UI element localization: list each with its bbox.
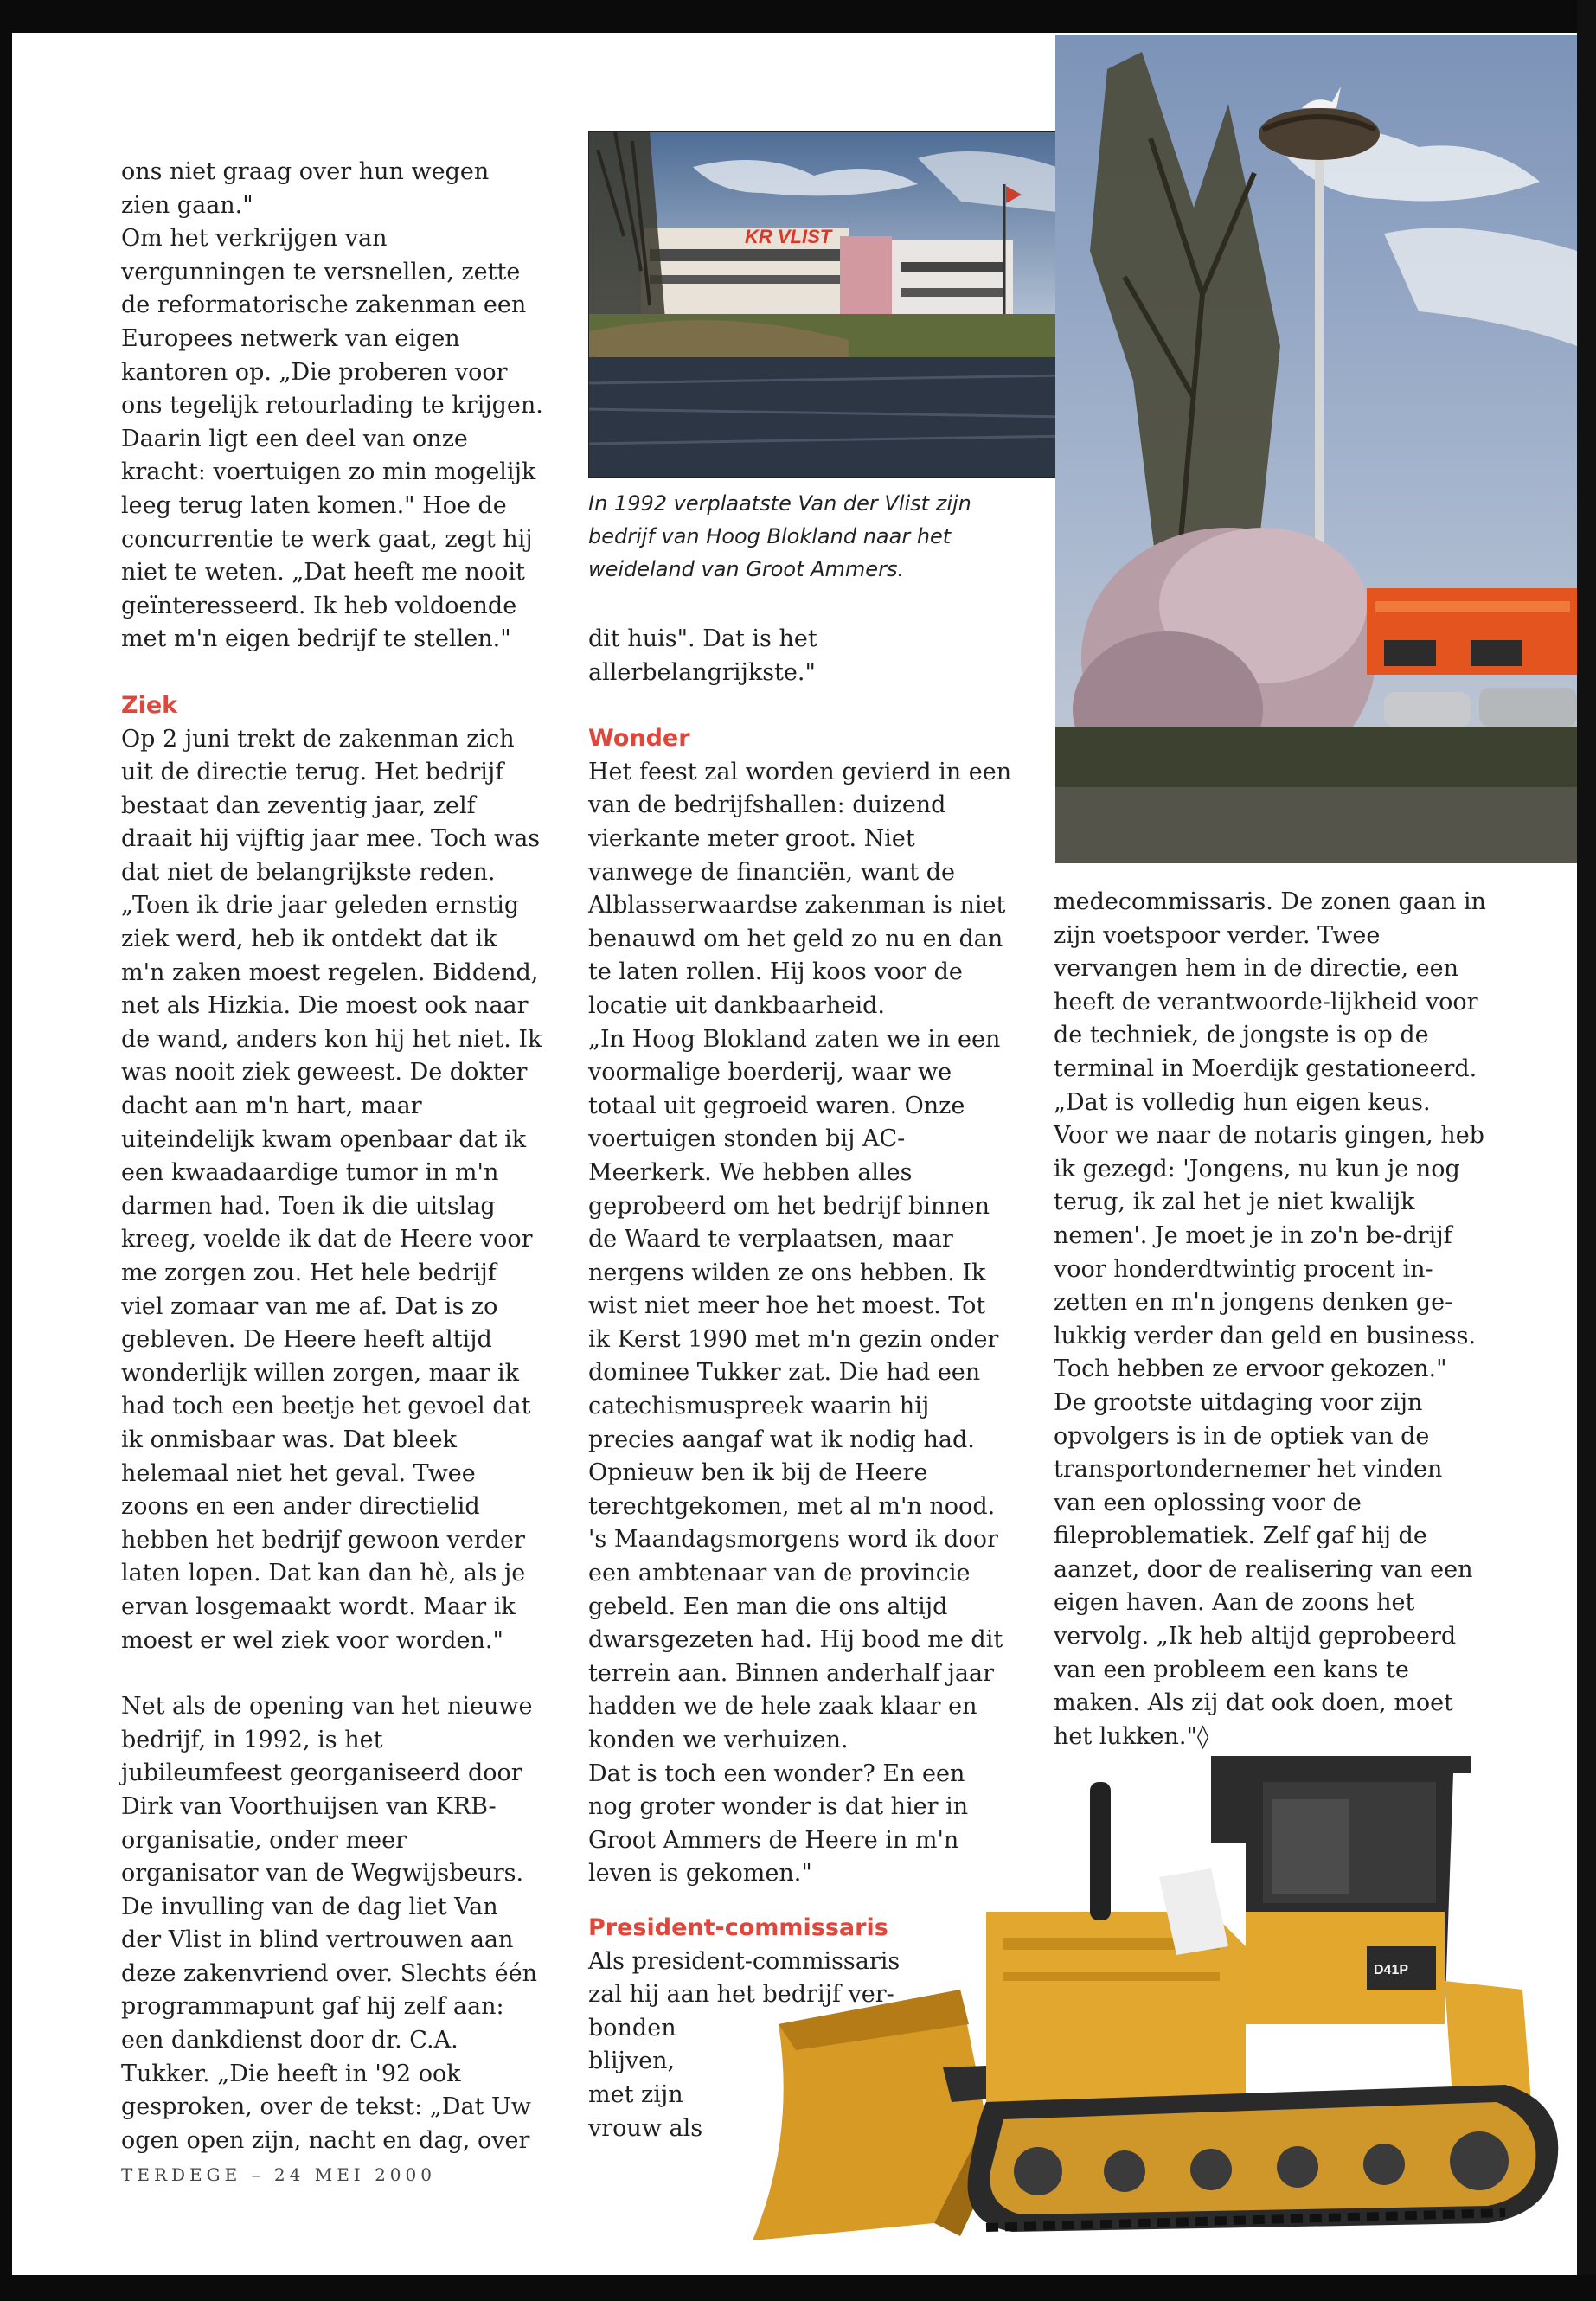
page-footer: TERDEGE – 24 MEI 2000 [121,2164,436,2185]
text-line: zal hij aan het bedrijf ver- [588,1981,894,2009]
paragraph: Het feest zal worden gevierd in een van de bedrijfshallen: duizend vierkante meter groot. Niet vanwege de financiën, want de Alblasserwaardse zakenman is niet benauwd om het geld zo nu en dan te laten rollen. Hij koos voor de locatie uit dankbaarheid. [588,758,1012,1019]
page-border-left [0,0,12,2301]
text-line: Als president-commissaris [588,1947,901,1975]
paragraph: „In Hoog Blokland zaten we in een voormalige boerderij, waar we totaal uit gegroeid waren. Onze voertuigen stonden bij AC-Meerkerk. We hebben alles geprobeerd om het bedrijf binnen de Waard te verplaatsen, maar nergens wilden ze ons hebben. Ik wist niet meer hoe het moest. Tot ik Kerst 1990 met m'n gezin onder dominee Tukker zat. Die had een catechismuspreek waarin hij precies aangaf wat ik nodig had. Opnieuw ben ik bij de Heere terechtgekomen, met al m'n nood. 's Maandagsmorgens word ik door een ambtenaar van de provincie gebeld. Een man die ons altijd dwarsgezeten had. Hij bood me dit terrein aan. Binnen anderhalf jaar hadden we de hele zaak klaar en konden we verhuizen. [588,1025,1003,1753]
paragraph: Dat is toch een wonder? En een nog groter wonder is dat hier in Groot Ammers de Heere in m'n leven is gekomen." [588,1759,969,1888]
section-heading-president: President-commissaris [588,1914,888,1941]
page-border-bottom [0,2275,1596,2301]
paragraph: De grootste uitdaging voor zijn opvolgers is in de optiek van de transportondernemer het vinden van een oplossing voor de fileproblematiek. Zelf gaf hij de aanzet, door de realisering van een eigen haven. Aan de zoons het vervolg. „Ik heb altijd geprobeerd van een probleem een kans te maken. Als zij dat ook doen, moet het lukken."◊ [1054,1388,1473,1750]
page-border-top [0,0,1596,33]
building-sign: KR VLIST [745,226,832,247]
building-photo [588,131,1125,478]
text-line: bonden [588,2014,676,2041]
paragraph: ons niet graag over hun wegen zien gaan." [121,158,490,219]
article-column-2 [588,623,1012,1891]
article-column-1 [121,156,545,2157]
stork-nest-photo [1055,35,1577,863]
bulldozer-photo [727,1739,1583,2266]
section-heading-ziek: Ziek [121,691,178,719]
photo-caption: In 1992 verplaatste Van der Vlist zijn bedrijf van Hoog Blokland naar het weideland van Groot Ammers. [588,491,971,581]
text-line: met zijn [588,2080,683,2108]
article-column-3 [1054,886,1486,1753]
paragraph: Om het verkrijgen van vergunningen te versnellen, zette de reformatorische zakenman een Europees netwerk van eigen kantoren op. „Die proberen voor ons tegelijk retourlading te krijgen. Daarin ligt een deel van onze kracht: voertuigen zo min mogelijk leeg terug laten komen." Hoe de concurrentie te werk gaat, zegt hij niet te weten. „Dat heeft me nooit geïnteresseerd. Ik heb voldoende met m'n eigen bedrijf te stellen." [121,225,543,653]
paragraph: Net als de opening van het nieuwe bedrijf, in 1992, is het jubileumfeest georganiseerd door Dirk van Voorthuijsen van KRB-organisatie, onder meer organisator van de Wegwijsbeurs. De invulling van de dag liet Van der Vlist in blind vertrouwen aan deze zakenvriend over. Slechts één programmapunt gaf hij zelf aan: een dankdienst door dr. C.A. Tukker. „Die heeft in '92 ook gesproken, over de tekst: „Dat Uw ogen open zijn, nacht en dag, over [121,1693,537,2154]
dozer-model-label: D41P [1374,1963,1409,1977]
text-line: vrouw als [588,2114,703,2142]
paragraph: medecommissaris. De zonen gaan in zijn voetspoor verder. Twee vervangen hem in de directie, een heeft de verantwoorde-lijkheid voor de techniek, de jongste is op de terminal in Moerdijk gestationeerd. „Dat is volledig hun eigen keus. Voor we naar de notaris gingen, heb ik gezegd: 'Jongens, nu kun je nog terug, ik zal het je niet kwalijk nemen'. Je moet je in zo'n be-drijf voor honderdtwintig procent in-zetten en m'n jongens denken ge-lukkig verder dan geld en business. Toch hebben ze ervoor gekozen." [1054,888,1486,1383]
paragraph: dit huis". Dat is het allerbelangrijkste." [588,625,817,686]
paragraph: Op 2 juni trekt de zakenman zich uit de directie terug. Het bedrijf bestaat dan zeventig jaar, zelf draait hij vijftig jaar mee. Toch was dat niet de belangrijkste reden. „Toen ik drie jaar geleden ernstig ziek werd, heb ik ontdekt dat ik m'n zaken moest regelen. Biddend, net als Hizkia. Die moest ook naar de wand, anders kon hij het niet. Ik was nooit ziek geweest. De dokter dacht aan m'n hart, maar uiteindelijk kwam openbaar dat ik een kwaadaardige tumor in m'n darmen had. Toen ik die uitslag kreeg, voelde ik dat de Heere voor me zorgen zou. Het hele bedrijf viel zomaar van me af. Dat is zo gebleven. De Heere heeft altijd wonderlijk willen zorgen, maar ik had toch een beetje het gevoel dat ik onmisbaar was. Dat bleek helemaal niet het geval. Twee zoons en een ander directielid hebben het bedrijf gewoon verder laten lopen. Dat kan dan hè, als je ervan losgemaakt wordt. Maar ik moest er wel ziek voor worden." [121,725,542,1654]
text-line: blijven, [588,2048,676,2075]
section-heading-wonder: Wonder [588,725,690,753]
